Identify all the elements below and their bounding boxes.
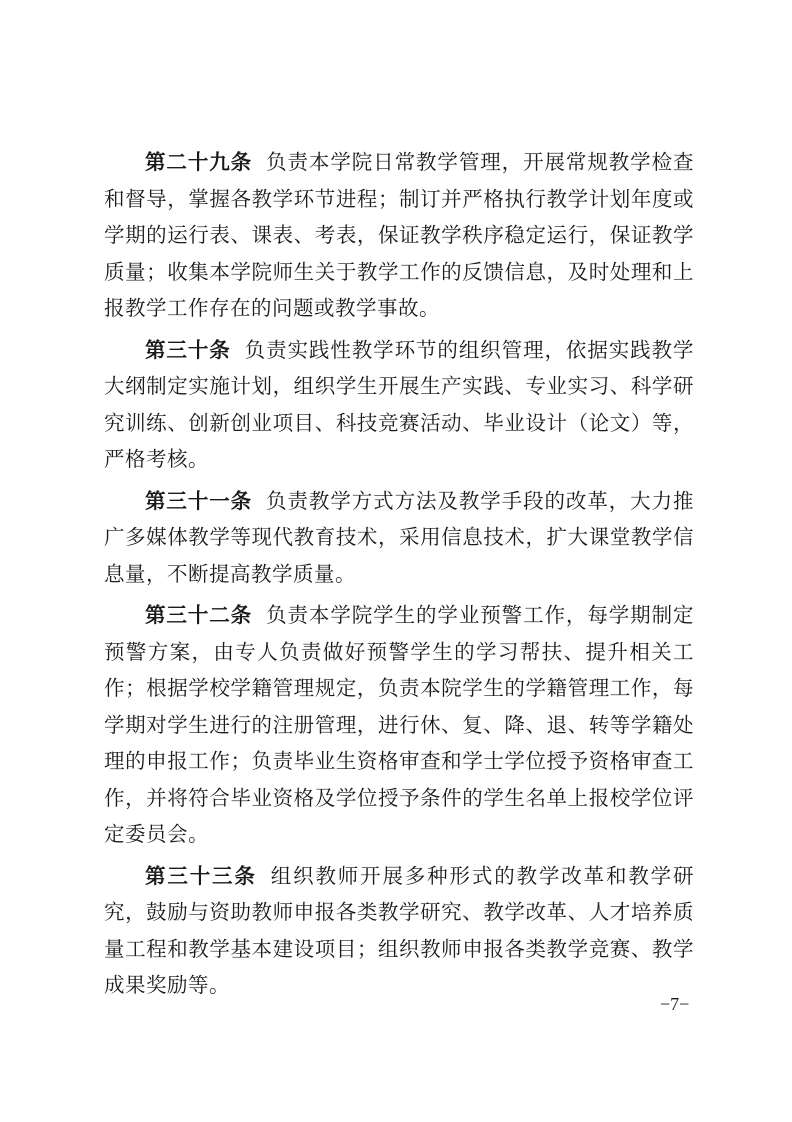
article-title: 第三十二条 — [145, 603, 253, 627]
document-body — [104, 144, 694, 1009]
article-31 — [104, 483, 694, 593]
page-number: −7− — [660, 994, 690, 1014]
article-title: 第三十三条 — [145, 863, 257, 888]
article-title: 第二十九条 — [145, 150, 253, 174]
article-32 — [104, 597, 694, 853]
article-title: 第三十一条 — [145, 488, 253, 513]
article-text: 负责本学院日常教学管理，开展常规教学检查和督导，掌握各教学环节进程；制订并严格执行教学计划年度或学期的运行表、课表、考表，保证教学秩序稳定运行，保证教学质量；收集本学院师生关于教学工作的反馈信息，及时处理和上报教学工作存在的问题或教学事故。 — [104, 150, 695, 320]
article-title: 第三十条 — [145, 337, 231, 362]
article-text: 负责实践性教学环节的组织管理，依据实践教学大纲制定实施计划，组织学生开展生产实践、专业实习、科学研究训练、创新创业项目、科技竞赛活动、毕业设计（论文）等，严格考核。 — [104, 337, 695, 471]
article-30 — [104, 332, 694, 478]
article-text: 负责教学方式方法及教学手段的改革，大力推广多媒体教学等现代教育技术，采用信息技术，扩大课堂教学信息量，不断提高教学质量。 — [104, 488, 695, 586]
article-33 — [104, 858, 694, 1004]
article-text: 负责本学院学生的学业预警工作，每学期制定预警方案，由专人负责做好预警学生的学习帮扶、提升相关工作；根据学校学籍管理规定，负责本院学生的学籍管理工作，每学期对学生进行的注册管理，进行休、复、降、退、转等学籍处理的申报工作；负责毕业生资格审查和学士学位授予资格审查工作，并将符合毕业资格及学位授予条件的学生名单上报校学位评定委员会。 — [104, 603, 695, 846]
article-29 — [104, 144, 694, 327]
article-text: 组织教师开展多种形式的教学改革和教学研究，鼓励与资助教师申报各类教学研究、教学改革、人才培养质量工程和教学基本建设项目；组织教师申报各类教学竞赛、教学成果奖励等。 — [104, 863, 695, 997]
